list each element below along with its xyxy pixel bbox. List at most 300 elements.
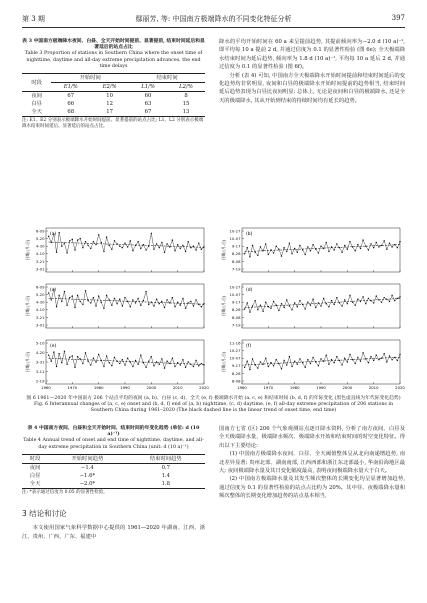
x-tick-label: 2000 <box>342 385 353 390</box>
data-point <box>56 306 57 307</box>
data-point <box>140 305 141 306</box>
table3-col-end: 结束时间 <box>129 74 205 83</box>
data-point <box>297 364 298 365</box>
data-point <box>161 242 162 243</box>
data-point <box>166 243 167 244</box>
data-point <box>355 250 356 251</box>
plot-frame <box>46 284 204 328</box>
data-point <box>341 252 342 253</box>
data-point <box>188 241 189 242</box>
data-point <box>326 242 327 243</box>
plot-frame <box>242 340 400 384</box>
data-point <box>323 298 324 299</box>
data-point <box>270 308 271 309</box>
data-point <box>182 359 183 360</box>
data-point <box>260 305 261 306</box>
data-point <box>333 362 334 363</box>
data-point <box>265 358 266 359</box>
y-axis-label: 日期/(月-日) <box>25 295 30 317</box>
data-point <box>384 353 385 354</box>
x-tick-label: 2010 <box>368 385 379 390</box>
table-row <box>22 472 205 480</box>
data-point <box>336 356 337 357</box>
data-point <box>66 252 67 253</box>
table4-col-end: 结束时间趋势 <box>149 455 182 462</box>
data-point <box>93 241 94 242</box>
y-axis-label: 日期/(月-日) <box>221 351 226 373</box>
data-point <box>101 242 102 243</box>
data-point <box>48 354 49 355</box>
data-point <box>294 302 295 303</box>
y-tick-label: 4-30 <box>35 243 45 249</box>
data-point <box>124 242 125 243</box>
data-point <box>95 244 96 245</box>
data-point <box>61 301 62 302</box>
data-point <box>93 358 94 359</box>
data-point <box>180 305 181 306</box>
table-row <box>22 92 205 101</box>
data-point <box>77 239 78 240</box>
data-point <box>130 306 131 307</box>
trend-line <box>49 242 204 247</box>
cell: −1.6* <box>79 472 96 479</box>
data-point <box>156 243 157 244</box>
y-tick-label: 10-07 <box>229 292 241 297</box>
y-tick-label: 10-27 <box>229 228 241 234</box>
data-point <box>355 363 356 364</box>
data-point <box>276 246 277 247</box>
data-point <box>278 249 279 250</box>
data-point <box>289 356 290 357</box>
data-point <box>397 298 398 299</box>
data-point <box>299 300 300 301</box>
data-point <box>111 365 112 366</box>
data-point <box>143 300 144 301</box>
data-point <box>87 300 88 301</box>
table4-caption-en: Table 4 Annual trend of onset and end time of nighttime, daytime, and all-day extreme precipitation in Southern China (unit: d (10 a)⁻¹) <box>23 438 204 450</box>
data-point <box>265 302 266 303</box>
data-point <box>299 245 300 246</box>
data-point <box>286 364 287 365</box>
data-point <box>132 299 133 300</box>
panel-label: (c) <box>50 288 56 293</box>
data-point <box>386 361 387 362</box>
data-point <box>182 298 183 299</box>
running-title: 鄢丽芳, 等: 中国南方极端降水的不同变化特征分析 <box>135 15 292 23</box>
data-point <box>257 309 258 310</box>
data-point <box>244 367 245 368</box>
y-tick-label: 3-21 <box>35 314 45 320</box>
cell: −2.0* <box>79 480 96 487</box>
data-point <box>177 302 178 303</box>
y-tick-label: 7-19 <box>231 322 241 328</box>
data-point <box>188 361 189 362</box>
data-point <box>90 364 91 365</box>
data-point <box>201 363 202 364</box>
data-point <box>69 240 70 241</box>
y-axis-label: 日期/(月-日) <box>221 295 226 317</box>
data-point <box>119 246 120 247</box>
data-point <box>58 295 59 296</box>
data-point <box>193 366 194 367</box>
table3-sub: E2/% <box>102 84 117 91</box>
data-point <box>159 303 160 304</box>
data-point <box>328 306 329 307</box>
data-point <box>341 305 342 306</box>
data-point <box>164 307 165 308</box>
cell: 1.4 <box>161 472 170 479</box>
data-point <box>166 299 167 300</box>
data-point <box>122 247 123 248</box>
data-point <box>106 236 107 237</box>
plot-frame <box>46 228 204 272</box>
table-row <box>22 463 205 472</box>
x-tick-label: 2020 <box>395 385 405 390</box>
data-point <box>328 364 329 365</box>
data-point <box>137 241 138 242</box>
data-point <box>281 255 282 256</box>
data-point <box>137 298 138 299</box>
data-point <box>122 305 123 306</box>
data-point <box>193 305 194 306</box>
data-point <box>289 305 290 306</box>
data-point <box>85 290 86 291</box>
data-point <box>201 249 202 250</box>
data-point <box>195 299 196 300</box>
data-point <box>244 308 245 309</box>
y-tick-label: 3-21 <box>35 258 45 264</box>
data-point <box>166 361 167 362</box>
data-point <box>148 361 149 362</box>
data-point <box>172 239 173 240</box>
y-tick-label: 8-28 <box>231 370 241 376</box>
table3-sub: E1/% <box>63 84 78 91</box>
data-point <box>252 245 253 246</box>
data-point <box>111 249 112 250</box>
data-point <box>305 367 306 368</box>
data-point <box>161 358 162 359</box>
data-point <box>177 244 178 245</box>
data-point <box>376 295 377 296</box>
data-point <box>174 306 175 307</box>
data-point <box>77 356 78 357</box>
data-point <box>294 248 295 249</box>
data-point <box>249 256 250 257</box>
data-point <box>127 246 128 247</box>
trend-line <box>49 358 204 364</box>
data-point <box>312 298 313 299</box>
data-point <box>244 253 245 254</box>
data-point <box>148 304 149 305</box>
data-point <box>315 307 316 308</box>
y-axis-label: 日期/(月-日) <box>25 351 30 373</box>
data-point <box>257 255 258 256</box>
data-point <box>95 361 96 362</box>
data-point <box>198 242 199 243</box>
row-label: 白昼 <box>29 472 41 479</box>
data-point <box>355 305 356 306</box>
figure6-svg <box>22 224 405 394</box>
data-point <box>299 358 300 359</box>
x-tick-label: 1990 <box>120 385 130 390</box>
data-point <box>254 252 255 253</box>
data-point <box>98 354 99 355</box>
data-point <box>397 360 398 361</box>
data-point <box>174 250 175 251</box>
x-tick-label: 1990 <box>316 385 326 390</box>
figure6-caption-cn: 图 6 1961—2020 年中国南方 206 个站点平均的夜间 (a, b)、白昼 (c, d)、全天 (e, f) 极端降水开始 (a, c, e) 和结束时间 (b, d, f) 的年际变化 (黑色虚直线为年代际变化趋势) <box>26 396 401 401</box>
data-point <box>180 248 181 249</box>
series-line <box>245 295 400 312</box>
data-point <box>106 355 107 356</box>
data-point <box>56 252 57 253</box>
data-point <box>373 302 374 303</box>
data-point <box>370 243 371 244</box>
data-point <box>111 305 112 306</box>
section-heading: 3 结论和讨论 <box>22 508 67 518</box>
data-point <box>135 360 136 361</box>
data-point <box>151 356 152 357</box>
table3-col-start: 开始时间 <box>51 74 129 83</box>
data-point <box>87 245 88 246</box>
data-point <box>140 248 141 249</box>
table3 <box>22 73 205 117</box>
data-point <box>103 366 104 367</box>
table-row <box>22 108 205 117</box>
y-tick-label: 4-20 <box>35 349 45 355</box>
data-point <box>373 247 374 248</box>
data-point <box>368 249 369 250</box>
data-point <box>140 354 141 355</box>
data-point <box>247 247 248 248</box>
data-point <box>180 364 181 365</box>
data-point <box>252 305 253 306</box>
x-tick-label: 2010 <box>172 385 183 390</box>
data-point <box>297 252 298 253</box>
data-point <box>114 240 115 241</box>
page-number: 397 <box>391 14 405 22</box>
data-point <box>145 367 146 368</box>
data-point <box>51 299 52 300</box>
data-point <box>386 249 387 250</box>
data-point <box>344 358 345 359</box>
data-point <box>185 367 186 368</box>
data-point <box>297 306 298 307</box>
cell: 13 <box>182 109 190 116</box>
data-point <box>61 362 62 363</box>
data-point <box>252 358 253 359</box>
data-point <box>64 291 65 292</box>
data-point <box>320 305 321 306</box>
cell: 68 <box>67 109 75 116</box>
y-axis-label: 日期/(月-日) <box>25 239 30 261</box>
data-point <box>283 247 284 248</box>
data-point <box>331 359 332 360</box>
data-point <box>310 250 311 251</box>
data-point <box>307 359 308 360</box>
data-point <box>90 302 91 303</box>
table-row <box>22 480 205 489</box>
data-point <box>273 252 274 253</box>
data-point <box>93 297 94 298</box>
y-tick-label: 10-07 <box>229 355 241 361</box>
data-point <box>268 254 269 255</box>
table3-sub: L1/% <box>141 84 155 91</box>
data-point <box>103 308 104 309</box>
panel-label: (f) <box>246 344 252 349</box>
panel-label: (b) <box>246 232 253 237</box>
data-point <box>164 367 165 368</box>
data-point <box>357 244 358 245</box>
data-point <box>51 361 52 362</box>
data-point <box>195 360 196 361</box>
data-point <box>391 359 392 360</box>
data-point <box>164 252 165 253</box>
data-point <box>85 352 86 353</box>
list-item: (1) 中国南方极端降水夜间、白昼、全天阈值整体呈从北向南递增趋势, 南北差异显著; 贵州北部、湖南南部, 江西西部和浙江东北部最小, 华南沿海地区最大; 夜间极端降水量及其日变化幅度最高, 表明夜间极端降水量大于白天。 <box>219 451 405 475</box>
data-point <box>185 308 186 309</box>
table3-note: 注: E1、E2 分别表示极端降水开始时间提前、显著提前的站点占比; L1、L2 分别表示极端降水结束时间延后、显著延后的站点占比。 <box>22 118 204 130</box>
x-tick-label: 1960 <box>237 385 247 390</box>
data-point <box>193 246 194 247</box>
y-tick-label: 6-09 <box>35 228 45 234</box>
data-point <box>182 245 183 246</box>
data-point <box>172 297 173 298</box>
data-point <box>198 365 199 366</box>
data-point <box>389 301 390 302</box>
data-point <box>347 249 348 250</box>
panel-label: (d) <box>246 288 253 293</box>
data-point <box>95 305 96 306</box>
y-tick-label: 4-10 <box>35 251 45 257</box>
data-point <box>132 250 133 251</box>
data-point <box>276 359 277 360</box>
y-tick-label: 10-27 <box>229 284 241 290</box>
cell: 8 <box>184 93 188 100</box>
data-point <box>349 354 350 355</box>
data-point <box>135 302 136 303</box>
y-tick-label: 5-10 <box>35 340 45 346</box>
table4-note: 注: *表示通过信度为 0.05 的显著性检验。 <box>22 489 108 495</box>
data-point <box>344 245 345 246</box>
data-point <box>98 295 99 296</box>
cell: 66 <box>67 101 75 108</box>
paragraph: 本文使用国家气象科学数据中心提供的 1961—2020 年湖南、江西、浙江、贵州、广西、广东、福建中 <box>22 525 205 540</box>
data-point <box>307 246 308 247</box>
data-point <box>331 300 332 301</box>
data-point <box>72 355 73 356</box>
data-point <box>201 306 202 307</box>
data-point <box>302 249 303 250</box>
data-point <box>122 359 123 360</box>
data-point <box>360 361 361 362</box>
cell: 15 <box>182 101 190 108</box>
data-point <box>260 246 261 247</box>
data-point <box>72 239 73 240</box>
row-label: 夜间 <box>29 464 41 471</box>
data-point <box>249 311 250 312</box>
data-point <box>399 241 400 242</box>
data-point <box>262 311 263 312</box>
data-point <box>291 366 292 367</box>
row-label: 全天 <box>31 109 42 116</box>
data-point <box>77 295 78 296</box>
y-tick-label: 6-09 <box>35 284 45 290</box>
data-point <box>381 358 382 359</box>
data-point <box>333 249 334 250</box>
data-point <box>119 298 120 299</box>
table3-caption-en: Table 3 Proportion of stations in Southern China where the onset time of nighttime, daytime and all-day extreme precipitation advances, the end time delays <box>24 51 203 69</box>
data-point <box>87 361 88 362</box>
figure6 <box>22 224 405 394</box>
data-point <box>260 361 261 362</box>
table4-block <box>22 425 205 541</box>
data-point <box>378 359 379 360</box>
table3-caption-cn: 表 3 中国南方极端降水夜间、白昼、全天开始时间提前、显著提前, 结束时间延后和显著延后的站点占比 <box>22 38 205 51</box>
issue-label: 第 3 期 <box>22 15 45 23</box>
data-point <box>352 302 353 303</box>
cell: 67 <box>144 109 152 116</box>
data-point <box>268 366 269 367</box>
cell: 17 <box>106 109 114 116</box>
data-point <box>349 295 350 296</box>
data-point <box>195 249 196 250</box>
data-point <box>169 246 170 247</box>
y-axis-label: 日期/(月-日) <box>221 239 226 261</box>
list-item: (2) 中国南方极端降水量及其发生频次整体的长期变化均呈显著增加趋势, 通过信度为 0.1 的显著性检验的站点占比约为 20%。其中昼、夜极端降水量和频次整体的长期变化增加趋势的站点基本相当, <box>219 476 405 500</box>
data-point <box>190 301 191 302</box>
data-point <box>80 301 81 302</box>
data-point <box>326 303 327 304</box>
cell: 63 <box>144 101 152 108</box>
y-tick-label: 9-17 <box>231 243 241 249</box>
data-point <box>384 297 385 298</box>
y-tick-label: 9-17 <box>231 363 241 369</box>
data-point <box>66 305 67 306</box>
cell: 67 <box>67 93 75 100</box>
y-tick-label: 10-07 <box>229 236 241 241</box>
data-point <box>289 242 290 243</box>
data-point <box>74 367 75 368</box>
table4-caption-cn: 表 4 中国南方夜间、白昼和全天开始时间、结束时间的年变化趋势 (单位: d (10 a)⁻¹) <box>27 425 200 438</box>
data-point <box>310 305 311 306</box>
data-point <box>347 361 348 362</box>
data-point <box>339 302 340 303</box>
data-point <box>257 367 258 368</box>
data-point <box>161 301 162 302</box>
cell: 60 <box>144 93 152 100</box>
data-point <box>399 296 400 297</box>
data-point <box>130 240 131 241</box>
data-point <box>106 295 107 296</box>
table3-col-time: 时段 <box>22 74 51 92</box>
data-point <box>249 369 250 370</box>
running-header <box>22 14 405 28</box>
y-tick-label: 5-20 <box>35 292 45 297</box>
data-point <box>318 365 319 366</box>
data-point <box>281 368 282 369</box>
data-point <box>320 246 321 247</box>
data-point <box>362 239 363 240</box>
row-label: 白昼 <box>31 101 42 108</box>
data-point <box>384 240 385 241</box>
figure6-caption-en: Fig. 6 Interannual changes of (a, c, e) onset and (b, d, f) end of (a, b) nighttime, (c, d) daytime, (e, f) all-day extreme precipitation of 206 stations in Southern China during 1961–2020 (The black dashed line is the linear trend of onset time, end time) <box>33 402 394 414</box>
data-point <box>151 233 152 234</box>
cell: −1.4 <box>80 464 94 471</box>
row-label: 全天 <box>29 480 41 487</box>
data-point <box>368 362 369 363</box>
data-point <box>376 242 377 243</box>
